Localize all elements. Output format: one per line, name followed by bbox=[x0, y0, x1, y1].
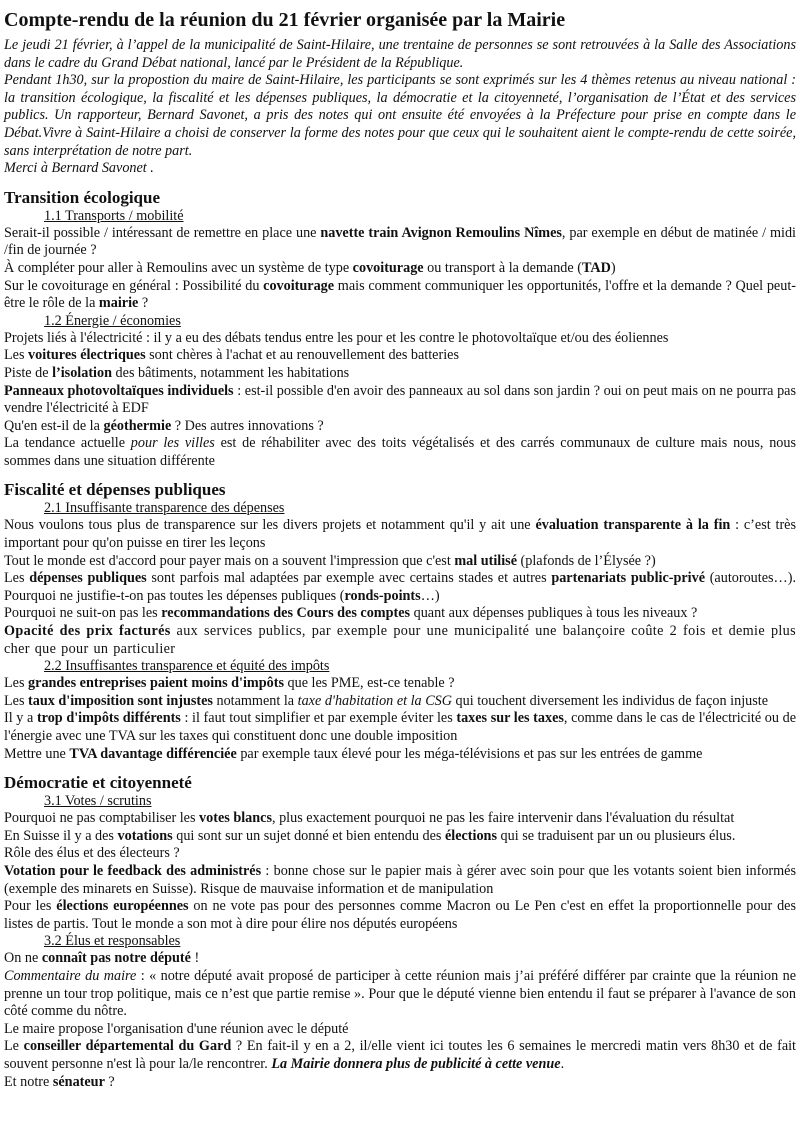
subsection-title-transports: 1.1 Transports / mobilité bbox=[44, 207, 184, 224]
paragraph bbox=[4, 623, 796, 658]
text-run: ou transport à la demande ( bbox=[423, 259, 582, 276]
subsection-title-transparence-impots: 2.2 Insuffisantes transparence et équité des impôts bbox=[44, 658, 330, 675]
text-run: Piste de bbox=[4, 364, 53, 381]
italic-text: Commentaire du maire bbox=[4, 967, 137, 984]
paragraph bbox=[4, 347, 796, 365]
italic-text: pour les villes bbox=[130, 435, 215, 452]
text-run: Les bbox=[4, 675, 29, 692]
bold-text bbox=[271, 1056, 560, 1072]
paragraph bbox=[4, 260, 796, 278]
paragraph bbox=[4, 710, 796, 745]
paragraph bbox=[4, 225, 796, 260]
text-run: Qu'en est-il de la bbox=[4, 417, 104, 434]
bold-text: voitures électriques bbox=[28, 347, 146, 364]
text-run: est de réhabiliter avec des toits végétalisés et des carrés communaux de culture mais nous, nous sommes dans une situation différente bbox=[4, 435, 796, 469]
bold-text: Panneaux photovoltaïques individuels bbox=[4, 382, 234, 399]
text-run: qui sont sur un sujet donné et bien entendu des bbox=[172, 827, 445, 844]
bold-text: mairie bbox=[98, 295, 139, 312]
text-run: . bbox=[560, 1055, 565, 1072]
text-run: sont chères à l'achat et au renouvellement des batteries bbox=[145, 347, 459, 364]
text-run: Il y a bbox=[4, 710, 37, 727]
bold-text: Opacité des prix facturés bbox=[4, 623, 171, 640]
paragraph bbox=[4, 950, 796, 968]
bold-text: taxes sur les taxes bbox=[456, 710, 564, 727]
paragraph bbox=[4, 968, 796, 1021]
section-title-fiscalite: Fiscalité et dépenses publiques bbox=[4, 480, 226, 500]
text-run: : bonne chose sur le papier mais à gérer avec soin pour que les votants soient bien informés (exemple des minarets en Suisse). Risque de mauvaise information et de manipulation bbox=[4, 862, 796, 897]
text-run: , plus exactement pourquoi ne pas les faire intervenir dans l'évaluation du résultat bbox=[271, 810, 735, 827]
text-run: : est-il possible d'en avoir des panneaux au sol dans son jardin ? oui on peut mais on ne pourra pas vendre l'électricité à EDF bbox=[4, 382, 797, 417]
paragraph: Projets liés à l'électricité : il y a eu des débats tendus entre les pour et les contre le photovoltaïque et/ou des éoliennes bbox=[4, 329, 669, 346]
text-run: Pour les bbox=[4, 898, 57, 915]
bold-text: grandes entreprises paient moins d'impôts bbox=[28, 675, 284, 692]
text-run: On ne bbox=[4, 950, 42, 967]
paragraph: Rôle des élus et des électeurs ? bbox=[4, 845, 180, 862]
text-run: ? Des autres innovations ? bbox=[171, 417, 324, 434]
subsection-title-energie: 1.2 Énergie / économies bbox=[44, 312, 181, 329]
bold-text: TAD bbox=[581, 259, 611, 276]
paragraph bbox=[4, 828, 796, 846]
document-title: Compte-rendu de la réunion du 21 février organisée par la Mairie bbox=[4, 9, 566, 31]
paragraph bbox=[4, 517, 796, 552]
text-run: À compléter pour aller à Remoulins avec un système de type bbox=[4, 259, 353, 276]
text-run: Nous voulons tous plus de transparence sur les divers projets et notamment qu'il y ait une bbox=[4, 517, 536, 534]
paragraph bbox=[4, 365, 796, 383]
bold-text: covoiturage bbox=[263, 277, 335, 294]
bold-text: Votation pour le feedback des administrés bbox=[4, 862, 262, 879]
text-run: (autoroutes…). Pourquoi ne justifie-t-on pas toutes les dépenses publiques ( bbox=[4, 570, 796, 604]
text-run: : c’est très important pour qu'on puisse en tirer les leçons bbox=[4, 517, 796, 552]
text-run: …) bbox=[420, 587, 440, 604]
paragraph bbox=[4, 605, 796, 623]
text-run: par exemple taux élevé pour les méga-télévisions et pas sur les entrées de gamme bbox=[236, 745, 703, 762]
paragraph bbox=[4, 553, 796, 571]
text-run: ! bbox=[190, 950, 200, 967]
text-run: La tendance actuelle bbox=[4, 435, 131, 452]
text-run: ? bbox=[104, 1073, 115, 1090]
intro-block bbox=[4, 37, 796, 178]
bold-text: conseiller départemental du Gard bbox=[23, 1038, 232, 1055]
bold-text: TVA davantage différenciée bbox=[69, 745, 237, 762]
paragraph: Le maire propose l'organisation d'une réunion avec le député bbox=[4, 1020, 349, 1037]
paragraph bbox=[4, 435, 796, 470]
text-run: aux services publics, par exemple pour une municipalité une balançoire coûte 2 fois et demie plus cher que pour un particulier bbox=[4, 623, 796, 657]
italic-text: taxe d'habitation et la CSG bbox=[297, 692, 452, 709]
text-run: Sur le covoiturage en général : Possibilité du bbox=[4, 277, 264, 294]
text-run: Serait-il possible / intéressant de remettre en place une bbox=[4, 224, 321, 241]
subsection-title-votes: 3.1 Votes / scrutins bbox=[44, 793, 152, 810]
text-run: : il faut tout simplifier et par exemple éviter les bbox=[180, 710, 457, 727]
bold-text: votes blancs bbox=[199, 810, 272, 827]
intro-thanks: Merci à Bernard Savonet . bbox=[4, 160, 154, 177]
bold-text: trop d'impôts différents bbox=[36, 710, 181, 727]
paragraph bbox=[4, 418, 796, 436]
text-run: on ne vote pas pour des personnes comme Macron ou Le Pen c'est en effet la proportionnelle pour des listes de partis. Tout le monde a son mot à dire pour élire nos députés européens bbox=[4, 898, 796, 932]
bold-text: partenariats public-privé bbox=[551, 570, 705, 587]
italic-text: La Mairie donnera plus de publicité à cette venue bbox=[271, 1055, 561, 1072]
text-run: quant aux dépenses publiques à tous les niveaux ? bbox=[410, 605, 698, 622]
bold-text: évaluation transparente à la fin bbox=[535, 517, 731, 534]
bold-text: dépenses publiques bbox=[29, 570, 147, 587]
paragraph bbox=[4, 383, 796, 418]
text-run: : « notre député avait proposé de participer à cette réunion mais j’ai préféré différer par crainte que la réunion ne prenne un tour trop politique, mais ce n’est que partie remise ». Pour que le député vienne bien entendu il faut se préparer à l'avance de son côté comme du nôtre. bbox=[4, 967, 796, 1020]
bold-text: élections bbox=[444, 827, 497, 844]
text-run: Mettre une bbox=[4, 745, 70, 762]
section-title-transition-ecologique: Transition écologique bbox=[4, 187, 160, 207]
bold-text: connaît pas notre député bbox=[41, 950, 191, 967]
bold-text: ronds-points bbox=[344, 587, 421, 604]
paragraph bbox=[4, 570, 796, 605]
text-run: Et notre bbox=[4, 1073, 53, 1090]
text-run: Pourquoi ne pas comptabiliser les bbox=[4, 810, 200, 827]
bold-text: l’isolation bbox=[52, 364, 112, 381]
text-run: sont parfois mal adaptées par exemple avec certains stades et autres bbox=[146, 570, 552, 587]
bold-text: recommandations des Cours des comptes bbox=[161, 605, 411, 622]
paragraph bbox=[4, 278, 796, 313]
text-run: Les bbox=[4, 570, 30, 587]
text-run: qui se traduisent par un ou plusieurs élus. bbox=[496, 827, 736, 844]
text-run: Les bbox=[4, 692, 29, 709]
bold-text: géothermie bbox=[103, 417, 172, 434]
section-title-democratie: Démocratie et citoyenneté bbox=[4, 773, 192, 793]
text-run: Le bbox=[4, 1038, 24, 1055]
paragraph bbox=[4, 675, 796, 693]
text-run: ? En fait-il y en a 2, il/elle vient ici toutes les 6 semaines le mercredi matin vers 8h30 et de fait souvent personne n'est là pour la/le rencontrer. bbox=[4, 1038, 796, 1072]
text-run: En Suisse il y a des bbox=[4, 827, 118, 844]
text-run: des bâtiments, notamment les habitations bbox=[112, 364, 350, 381]
intro-paragraph: Le jeudi 21 février, à l’appel de la municipalité de Saint-Hilaire, une trentaine de personnes se sont retrouvées à la Salle des Associations dans le cadre du Grand Débat national, lancé par le Président de la République. bbox=[4, 37, 796, 71]
bold-text: élections européennes bbox=[56, 898, 189, 915]
bold-text: covoiturage bbox=[352, 259, 424, 276]
paragraph bbox=[4, 898, 796, 933]
text-run: ? bbox=[138, 295, 149, 312]
text-run: qui touchent diversement les individus de façon injuste bbox=[452, 692, 768, 709]
bold-text: mal utilisé bbox=[454, 552, 517, 569]
text-run: que les PME, est-ce tenable ? bbox=[283, 675, 455, 692]
paragraph bbox=[4, 863, 796, 898]
bold-text: navette train Avignon Remoulins Nîmes bbox=[320, 224, 562, 241]
subsection-title-elus: 3.2 Élus et responsables bbox=[44, 933, 181, 950]
paragraph bbox=[4, 1038, 796, 1073]
paragraph bbox=[4, 1074, 796, 1092]
bold-text: votations bbox=[117, 827, 173, 844]
text-run: Tout le monde est d'accord pour payer mais on a souvent l'impression que c'est bbox=[4, 552, 455, 569]
text-run: , comme dans le cas de l'électricité ou de l'énergie avec une TVA sur les taxes qui constituent donc une double imposition bbox=[4, 710, 796, 744]
text-run: ) bbox=[610, 259, 616, 276]
bold-text: taux d'imposition sont injustes bbox=[28, 692, 213, 709]
text-run: (plafonds de l’Élysée ?) bbox=[517, 552, 656, 569]
text-run: Pourquoi ne suit-on pas les bbox=[4, 605, 162, 622]
text-run: mais comment communiquer les opportunités, l'offre et la demande ? Quel peut-être le rôle de la bbox=[4, 277, 796, 312]
subsection-title-transparence-depenses: 2.1 Insuffisante transparence des dépenses bbox=[44, 500, 285, 517]
bold-text: sénateur bbox=[52, 1073, 105, 1090]
paragraph bbox=[4, 746, 796, 764]
text-run: Les bbox=[4, 347, 29, 364]
paragraph bbox=[4, 810, 796, 828]
paragraph bbox=[4, 693, 796, 711]
text-run: notamment la bbox=[212, 692, 298, 709]
intro-paragraph: Pendant 1h30, sur la propostion du maire de Saint-Hilaire, les participants se sont exprimés sur les 4 thèmes retenus au niveau national : la transition écologique, la fiscalité et les dépenses publiques, la démocratie et la citoyenneté, l’organisation de l’État et des services publics. Un rapporteur, Bernard Savonet, a pris des notes qui ont ensuite été envoyées à la Préfecture pour prise en compte dans le Débat.Vivre à Saint-Hilaire a choisi de conserver la forme des notes pour que ceux qui le souhaitent aient le compte-rendu de cette soirée, sans interprétation de notre part. bbox=[4, 72, 796, 159]
text-run: , par exemple en début de matinée / midi /fin de journée ? bbox=[4, 224, 796, 259]
